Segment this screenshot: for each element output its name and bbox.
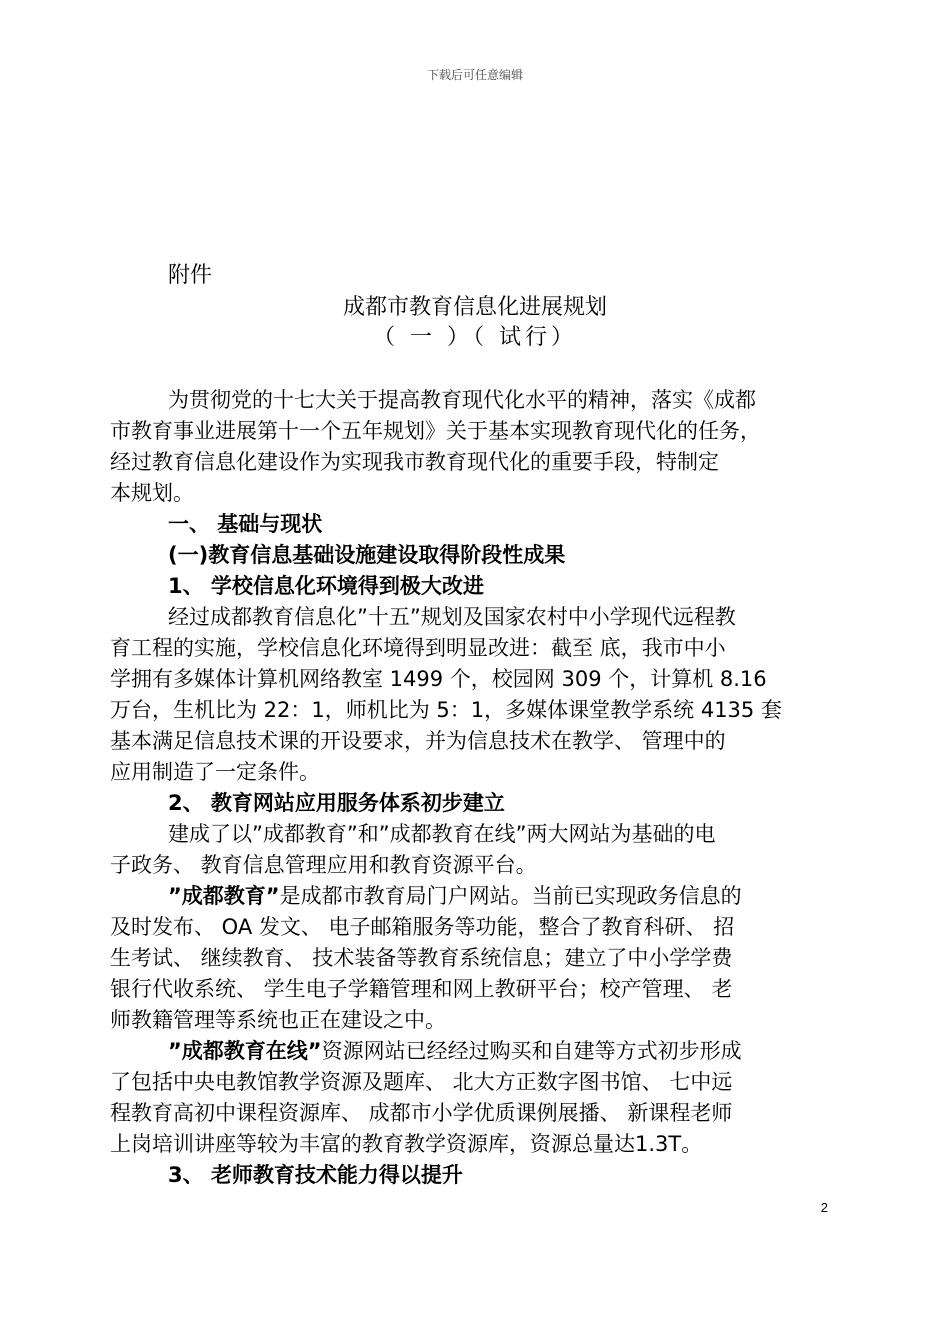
text-line bbox=[110, 881, 830, 912]
text-line: 应用制造了一定条件。 bbox=[110, 760, 320, 784]
text-line: 师教籍管理等系统也正在建设之中。 bbox=[110, 1008, 446, 1032]
text-line: 本规划。 bbox=[110, 481, 194, 505]
text-line: 生考试、 继续教育、 技术装备等教育系统信息；建立了中小学学费 bbox=[110, 946, 733, 970]
section-heading: 1、 学校信息化环境得到极大改进 bbox=[168, 574, 484, 598]
text-line: 基本满足信息技术课的开设要求，并为信息技术在教学、 管理中的 bbox=[110, 729, 726, 753]
page-number: 2 bbox=[820, 1200, 828, 1215]
text-line: 学拥有多媒体计算机网络教室 1499 个，校园网 309 个，计算机 8.16 bbox=[110, 667, 767, 691]
text-line bbox=[110, 1036, 830, 1067]
text-line: 子政务、 教育信息管理应用和教育资源平台。 bbox=[110, 853, 537, 877]
text-line: 经过教育信息化建设作为实现我市教育现代化的重要手段，特制定 bbox=[110, 450, 719, 474]
text-line: 了包括中央电教馆教学资源及题库、 北大方正数字图书馆、 七中远 bbox=[110, 1070, 733, 1094]
text-line: 上岗培训讲座等较为丰富的教育教学资源库，资源总量达1.3T。 bbox=[110, 1132, 703, 1156]
attachment-label: 附件 bbox=[168, 263, 213, 288]
text-line: 银行代收系统、 学生电子学籍管理和网上教研平台；校产管理、 老 bbox=[110, 977, 733, 1001]
text-line: 为贯彻党的十七大关于提高教育现代化水平的精神，落实《成都 bbox=[168, 388, 756, 412]
section-heading: 2、 教育网站应用服务体系初步建立 bbox=[168, 791, 505, 815]
text-line: 万台，生机比为 22：1，师机比为 5：1，多媒体课堂教学系统 4135 套 bbox=[110, 698, 782, 722]
body-text bbox=[110, 385, 830, 1191]
section-heading: (一)教育信息基础设施建设取得阶段性成果 bbox=[168, 543, 566, 567]
bold-lead: ”成都教育” bbox=[168, 884, 280, 908]
text-line: 市教育事业进展第十一个五年规划》关于基本实现教育现代化的任务， bbox=[110, 419, 761, 443]
document-subtitle: （ 一 ）（ 试行） bbox=[373, 325, 577, 350]
header-note: 下载后可任意编辑 bbox=[426, 68, 523, 82]
section-heading: 一、 基础与现状 bbox=[168, 512, 323, 536]
section-heading: 3、 老师教育技术能力得以提升 bbox=[168, 1163, 463, 1187]
text-line: 及时发布、 OA 发文、 电子邮箱服务等功能，整合了教育科研、 招 bbox=[110, 915, 735, 939]
line-rest: 资源网站已经经过购买和自建等方式初步形成 bbox=[321, 1039, 742, 1063]
text-line: 程教育高初中课程资源库、 成都市小学优质课例展播、 新课程老师 bbox=[110, 1101, 733, 1125]
bold-lead: ”成都教育在线” bbox=[168, 1039, 322, 1063]
document-title: 成都市教育信息化进展规划 bbox=[342, 295, 607, 320]
text-line: 建成了以”成都教育”和”成都教育在线”两大网站为基础的电 bbox=[168, 822, 716, 846]
text-line: 经过成都教育信息化”十五”规划及国家农村中小学现代远程教 bbox=[168, 605, 736, 629]
text-line: 育工程的实施，学校信息化环境得到明显改进：截至 底，我市中小 bbox=[110, 636, 726, 660]
line-rest: 是成都市教育局门户网站。当前已实现政务信息的 bbox=[279, 884, 742, 908]
